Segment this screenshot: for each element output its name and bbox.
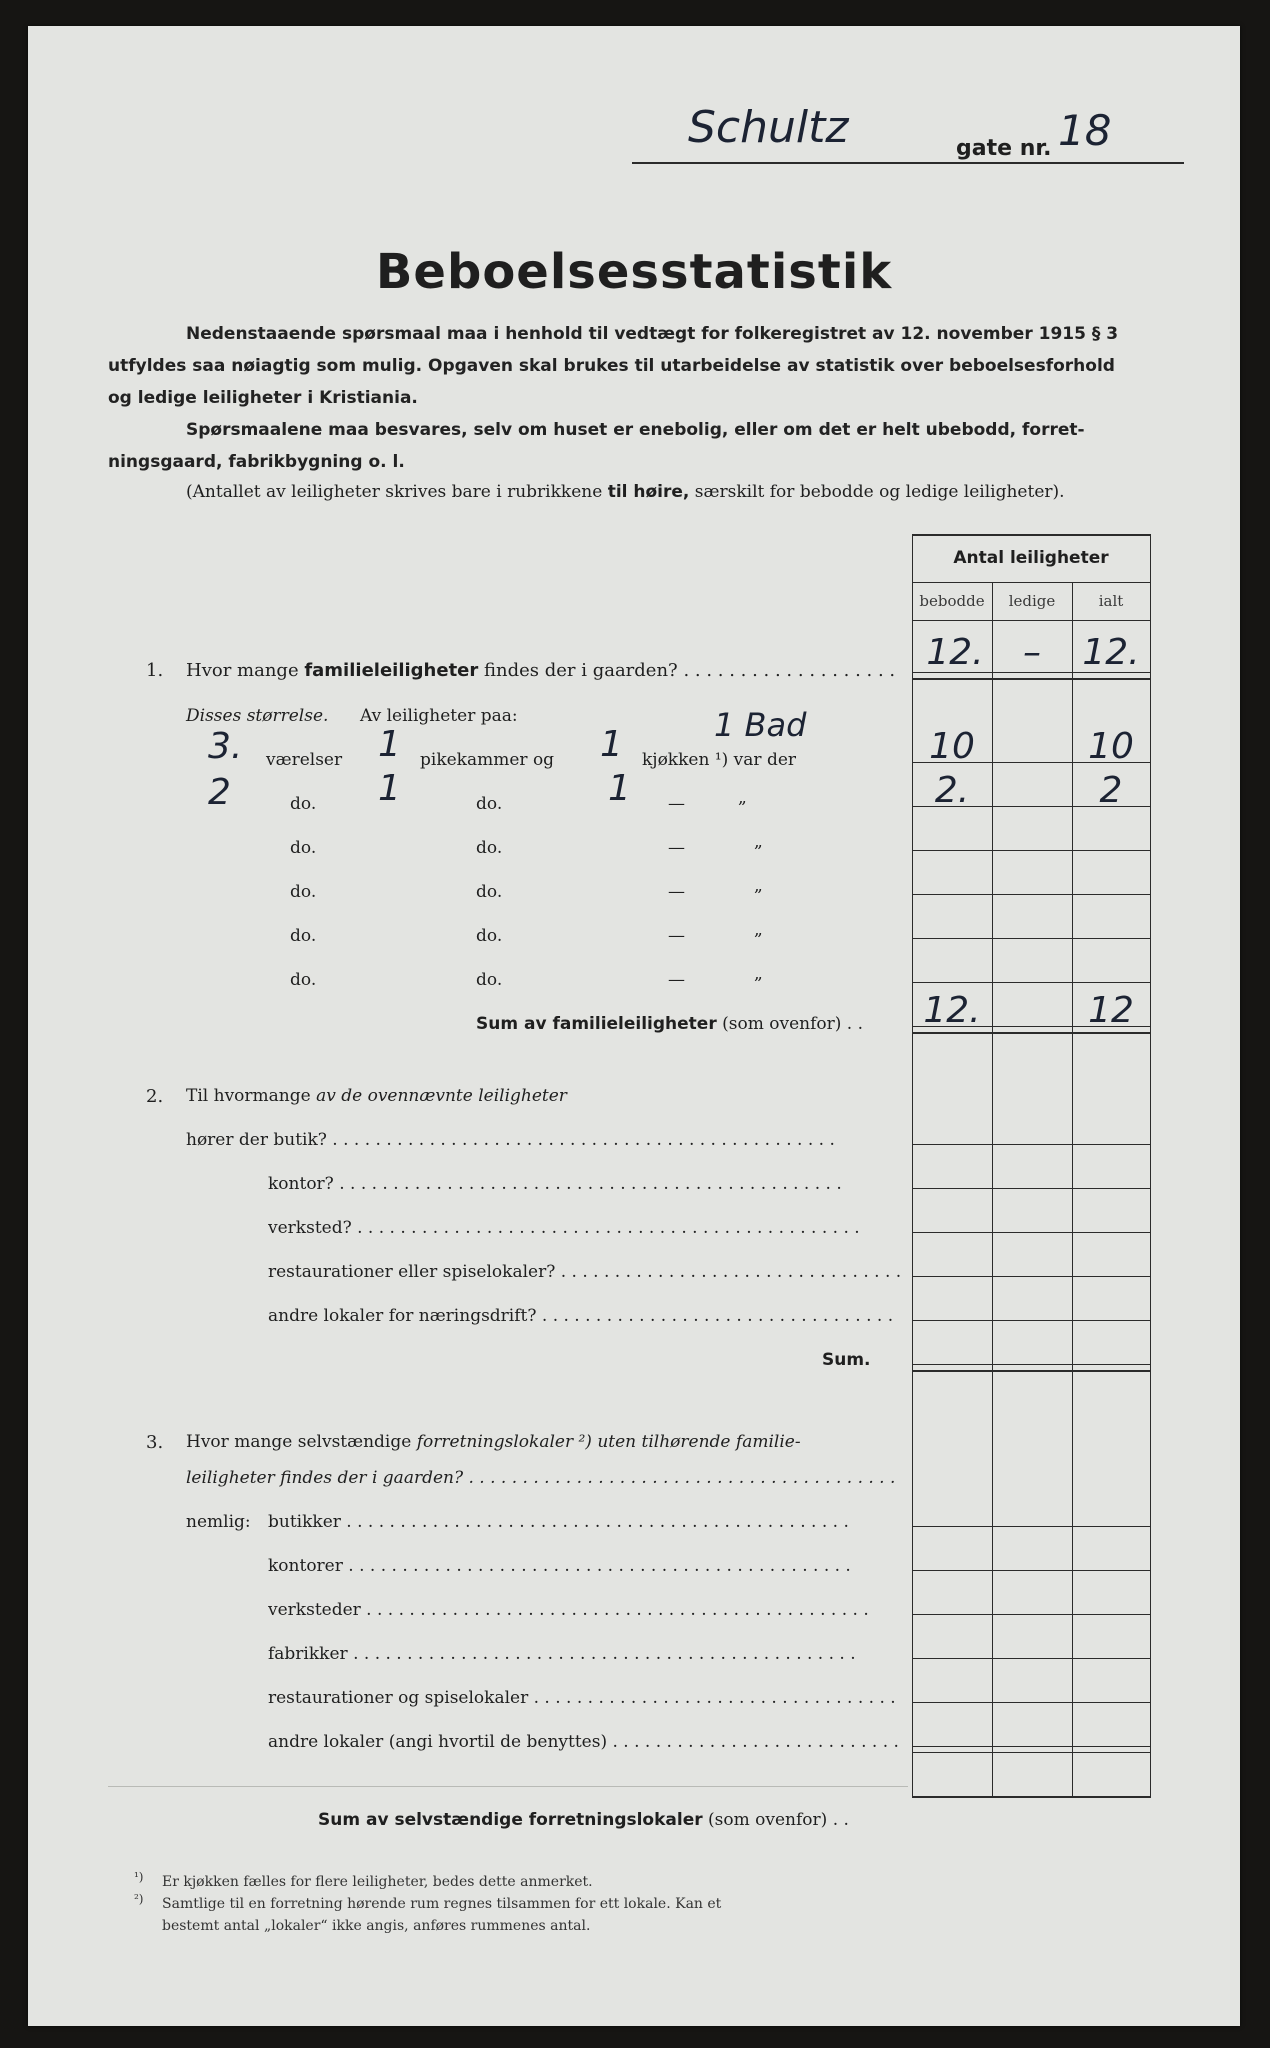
quote-mark: „ (754, 876, 763, 896)
rooms-label: værelser (266, 750, 343, 770)
q3-number: 3. (146, 1432, 164, 1453)
intro-note-text: særskilt for bebodde og ledige leiligheter). (689, 482, 1065, 502)
footnote-mark: ²) (134, 1892, 144, 1906)
col-header-bebodde: bebodde (919, 592, 985, 610)
ditto-label: do. (476, 970, 503, 990)
q1-ledige-value: – (1023, 632, 1041, 673)
row-bebodde-value: 2. (934, 770, 970, 811)
page-title: Beboelsesstatistik (375, 244, 893, 300)
form-sheet (28, 26, 1240, 2026)
q2-item: verksted? . . . (268, 1218, 900, 1238)
intro-line: utfyldes saa nøiagtig som mulig. Opgaven skal brukes til utarbeidelse av statistik over beboelsesforhold (108, 356, 1115, 376)
extra-note: 1 Bad (714, 706, 807, 744)
sum-text: Sum av (318, 1810, 395, 1830)
ditto-label: do. (476, 882, 503, 902)
q2-sum-label: Sum. (822, 1350, 871, 1370)
q2-item: hører der butik? . . . (186, 1130, 900, 1150)
q2-item: andre lokaler for næringsdrift? . . . (268, 1306, 900, 1326)
sizes-label-2: Av leiligheter paa: (360, 706, 518, 726)
dash: — (668, 882, 685, 902)
q3-question (186, 1432, 801, 1452)
maids-room-value: 1 (378, 768, 401, 809)
q1-question (186, 660, 900, 681)
intro-note-bold: til høire, (607, 482, 690, 502)
q1-ialt-value: 12. (1082, 632, 1140, 673)
ditto-label: do. (290, 926, 317, 946)
maids-room-value: 1 (378, 724, 401, 765)
q1-text: findes der i gaarden? (478, 660, 678, 681)
ditto-label: do. (290, 838, 317, 858)
q2-text: Til hvormange (186, 1086, 317, 1106)
quote-mark: „ (754, 832, 763, 852)
q1-number: 1. (146, 660, 164, 681)
q3-item: fabrikker . . . (268, 1644, 900, 1664)
intro-line: og ledige leiligheter i Kristiania. (108, 388, 418, 408)
header-underline (632, 162, 1184, 164)
rooms-value: 3. (208, 726, 243, 767)
dash: — (668, 926, 685, 946)
footnote-text: Samtlige til en forretning hørende rum regnes tilsammen for ett lokale. Kan et (162, 1896, 722, 1912)
gate-number-label: gate nr. (956, 136, 1052, 161)
q2-item: restaurationer eller spiselokaler? . . . (268, 1262, 900, 1282)
ditto-label: do. (290, 970, 317, 990)
sum-text: selvstændige forretningslokaler (394, 1810, 703, 1830)
q3-text: Hvor mange selvstændige (186, 1432, 417, 1452)
dash: — (668, 970, 685, 990)
kitchen-value: 1 (600, 724, 623, 765)
footnote-mark: ¹) (134, 1870, 144, 1884)
intro-line: ningsgaard, fabrikbygning o. l. (108, 452, 405, 472)
ditto-label: do. (290, 882, 317, 902)
quote-mark: „ (754, 964, 763, 984)
q3-question-cont: leiligheter findes der i gaarden? . . . (186, 1468, 900, 1488)
row-ialt-value: 2 (1099, 770, 1123, 811)
ditto-label: do. (290, 794, 317, 814)
dash: — (668, 794, 685, 814)
quote-mark: „ (754, 920, 763, 940)
q1-text: Hvor mange (186, 660, 305, 681)
col-header-ialt: ialt (1098, 592, 1124, 610)
q3-item: kontorer . . . (268, 1556, 900, 1576)
sizes-label: Disses størrelse. (186, 706, 329, 726)
q2-question (186, 1086, 567, 1106)
q1-text-bold: familieleiligheter (304, 660, 479, 681)
ditto-label: do. (476, 794, 503, 814)
table-title: Antal leiligheter (953, 548, 1109, 568)
q3-item: andre lokaler (angi hvortil de benyttes) . . . (268, 1732, 900, 1752)
dash: — (668, 838, 685, 858)
intro-note-text: (Antallet av leiligheter skrives bare i rubrikkene (186, 482, 608, 502)
ditto-label: do. (476, 838, 503, 858)
q3-nemlig: nemlig: (186, 1512, 251, 1532)
footnote-text: bestemt antal „lokaler“ ikke angis, anføres rummenes antal. (162, 1918, 591, 1934)
kitchen-value: 1 (608, 768, 631, 809)
maids-room-label: pikekammer og (420, 750, 555, 770)
kitchen-label: kjøkken ¹) var der (642, 750, 797, 770)
q1-sum-ialt: 12 (1088, 990, 1134, 1031)
sum-text: (som ovenfor) (716, 1014, 842, 1034)
q1-bebodde-value: 12. (926, 632, 984, 673)
q1-sum-bebodde: 12. (923, 990, 981, 1031)
q3-item: verksteder . . . (268, 1600, 900, 1620)
row-ialt-value: 10 (1088, 726, 1134, 767)
q2-item: kontor? . . . (268, 1174, 900, 1194)
rooms-value: 2 (208, 772, 231, 813)
q3-text-italic: forretningslokaler ²) uten tilhørende familie- (416, 1432, 801, 1452)
q3-sum-label: Sum av selvstændige forretningslokaler (som ovenfor) . . (318, 1810, 849, 1830)
sum-text: familieleiligheter (552, 1014, 717, 1034)
sum-text: Sum av (476, 1014, 553, 1034)
intro-note (186, 482, 1065, 502)
q2-text-italic: av de ovennævnte leiligheter (316, 1086, 567, 1106)
footnote-text: Er kjøkken fælles for flere leiligheter, bedes dette anmerket. (162, 1874, 593, 1890)
q3-item: restaurationer og spiselokaler . . . (268, 1688, 900, 1708)
separator (108, 1786, 908, 1787)
q1-sum-label: Sum av familieleiligheter (som ovenfor) . . (476, 1014, 864, 1034)
q3-item: butikker . . . (268, 1512, 900, 1532)
intro-line: Spørsmaalene maa besvares, selv om huset er enebolig, eller om det er helt ubebodd, forret- (186, 420, 1085, 440)
ditto-label: do. (476, 926, 503, 946)
extra-note: „ (738, 788, 747, 808)
q2-number: 2. (146, 1086, 164, 1107)
gate-number-handwritten: 18 (1058, 106, 1112, 155)
row-bebodde-value: 10 (929, 726, 975, 767)
sum-text: (som ovenfor) (702, 1810, 828, 1830)
intro-line: Nedenstaaende spørsmaal maa i henhold til vedtægt for folkeregistret av 12. november 1915 § 3 (186, 324, 1119, 344)
street-name-handwritten: Schultz (688, 102, 849, 153)
col-header-ledige: ledige (1008, 592, 1056, 610)
